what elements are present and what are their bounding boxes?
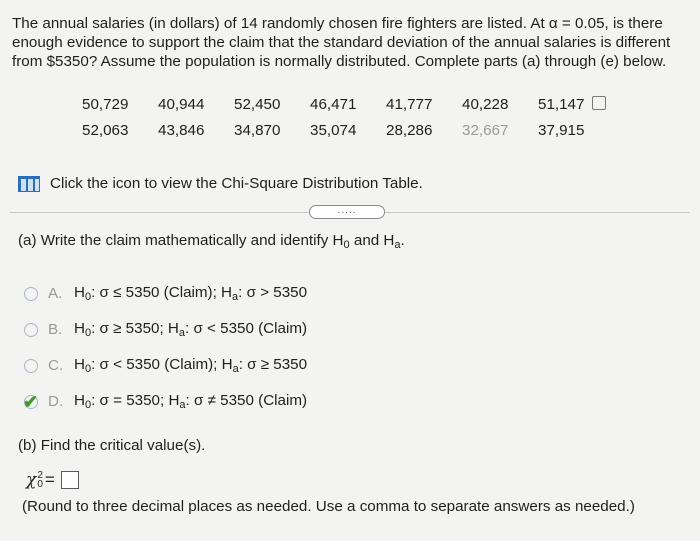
option-a[interactable] [24, 284, 307, 303]
copy-data-icon[interactable] [592, 96, 606, 110]
option-letter: A. [48, 285, 63, 302]
salary-value: 51,147 [538, 96, 585, 113]
salary-value: 50,729 [82, 96, 129, 113]
salary-value: 34,870 [234, 122, 281, 139]
option-b-text: $H_0$: σ ≥ 5350; $H_a$: σ < 5350 (Claim) [74, 320, 308, 339]
radio-option-b[interactable] [24, 323, 38, 337]
salary-data-table [82, 96, 606, 148]
salary-value: 37,915 [538, 122, 585, 139]
chi-square-table-link-label[interactable]: Click the icon to view the Chi-Square Distribution Table. [50, 175, 423, 192]
salary-value: 40,228 [462, 96, 509, 113]
option-c[interactable] [24, 356, 307, 375]
option-letter: D. [48, 393, 64, 410]
expand-button[interactable]: ..... [309, 205, 385, 219]
salary-value: 52,063 [82, 122, 129, 139]
radio-option-d[interactable] [23, 391, 39, 412]
critical-value-input[interactable] [61, 471, 79, 489]
salary-row-1 [82, 96, 606, 122]
checkmark-icon: ✔ [23, 391, 39, 412]
salary-value: 28,286 [386, 122, 433, 139]
option-letter: B. [48, 321, 63, 338]
equals-sign: = [44, 470, 55, 489]
radio-option-c[interactable] [24, 359, 38, 373]
salary-value: 32,667 [462, 122, 509, 139]
chi-square-table-link[interactable] [18, 175, 423, 192]
salary-value: 41,777 [386, 96, 433, 113]
option-d[interactable] [24, 392, 307, 411]
radio-option-a[interactable] [24, 287, 38, 301]
option-d-text: $H_0$: σ = 5350; $H_a$: σ ≠ 5350 (Claim) [74, 392, 308, 411]
chi-square-critical-value: χ 2 0 = [26, 470, 79, 490]
salary-value: 35,074 [310, 122, 357, 139]
option-c-text: $H_0$: σ < 5350 (Claim); $H_a$: σ ≥ 5350 [74, 356, 308, 375]
rounding-note: (Round to three decimal places as needed. Use a comma to separate answers as needed.) [22, 498, 635, 515]
chi-symbol: χ [26, 470, 37, 490]
salary-value: 52,450 [234, 96, 281, 113]
part-b-question: (b) Find the critical value(s). [18, 437, 206, 454]
option-b[interactable] [24, 320, 307, 339]
part-a-question: (a) Write the claim mathematically and identify $H_0$ and $H_a$. [18, 232, 405, 251]
option-letter: C. [48, 357, 64, 374]
salary-value: 40,944 [158, 96, 205, 113]
option-a-text: $H_0$: σ ≤ 5350 (Claim); $H_a$: σ > 5350 [74, 284, 308, 303]
salary-value: 46,471 [310, 96, 357, 113]
table-icon[interactable] [18, 176, 40, 192]
problem-statement: The annual salaries (in dollars) of 14 randomly chosen fire fighters are listed. At α = 0.05, is there enough evidence to support the claim that the standard deviation of the annual salaries is different from $5350? Assume the population is normally distributed. Complete parts (a) through (e) below. [12, 15, 671, 70]
salary-value: 43,846 [158, 122, 205, 139]
salary-row-2 [82, 122, 606, 148]
